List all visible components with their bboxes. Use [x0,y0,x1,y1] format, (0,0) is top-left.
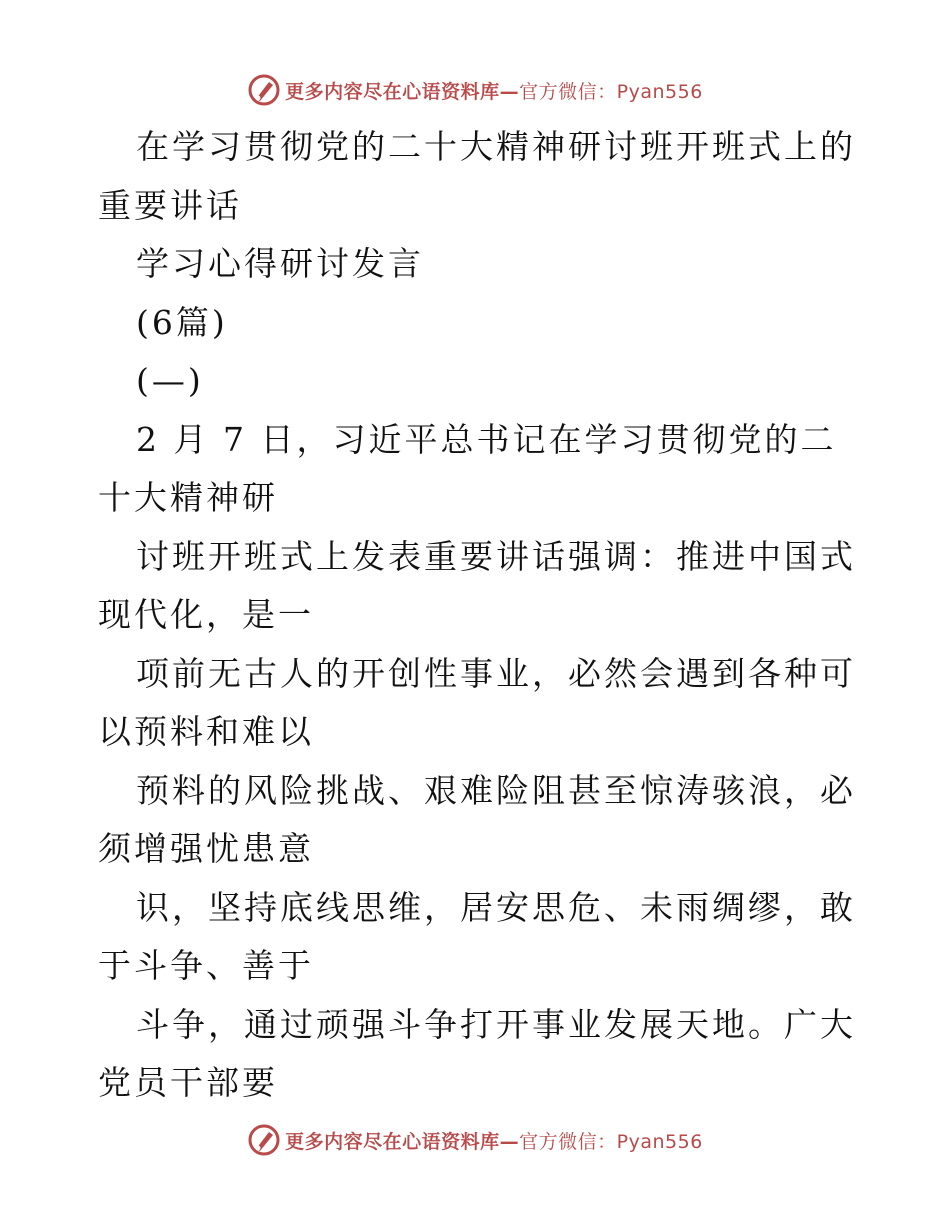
watermark-text [285,77,703,104]
watermark-prefix: 更多内容尽在心语资料库— [285,80,520,103]
pen-logo-icon [247,1123,281,1157]
watermark-text [285,1127,703,1154]
watermark-banner-top [0,70,950,110]
paragraph-count: (6篇) [136,302,228,342]
paragraph-line: 斗争，通过顽强斗争打开事业发展天地。广大党员干部要 [98,1004,856,1102]
paragraph-section-number: (—) [136,361,204,400]
paragraph-line: 项前无古人的开创性事业，必然会遇到各种可以预料和难以 [98,653,856,751]
watermark-suffix: 官方微信：Pyan556 [519,1130,703,1153]
watermark-banner-bottom [0,1120,950,1160]
watermark-suffix: 官方微信：Pyan556 [519,80,703,103]
watermark-prefix: 更多内容尽在心语资料库— [285,1130,520,1153]
paragraph-subtitle: 学习心得研讨发言 [136,244,424,283]
paragraph-line: 预料的风险挑战、艰难险阻甚至惊涛骇浪，必须增强忧患意 [98,770,856,868]
document-body [98,118,858,1113]
pen-logo-icon [247,73,281,107]
paragraph-title: 在学习贯彻党的二十大精神研讨班开班式上的重要讲话 [98,127,856,225]
paragraph-line: 讨班开班式上发表重要讲话强调：推进中国式现代化，是一 [98,536,856,634]
paragraph-line: 识，坚持底线思维，居安思危、未雨绸缪，敢于斗争、善于 [98,887,856,985]
paragraph-line: 2 月 7 日，习近平总书记在学习贯彻党的二十大精神研 [98,419,837,517]
